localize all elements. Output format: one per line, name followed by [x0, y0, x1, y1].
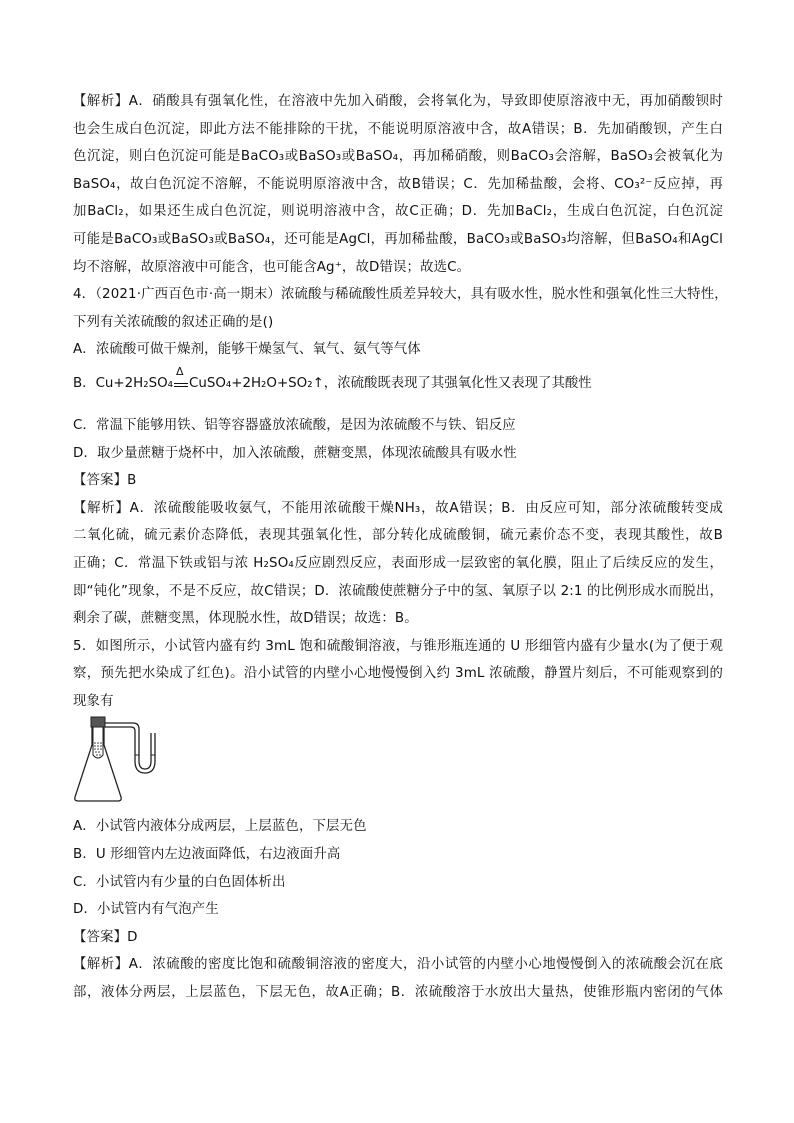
analysis-line: 正确；C．常温下铁或铝与浓 H₂SO₄反应剧烈反应，表面形成一层致密的氧化膜，阻止了后续反应的发生，	[73, 555, 723, 571]
text-line: 色沉淀，则白色沉淀可能是BaCO₃或BaSO₃或BaSO₄，再加稀硝酸，则BaCO₃会溶解，BaSO₃会被氧化为	[73, 149, 723, 165]
text-line: 可能是BaCO₃或BaSO₃或BaSO₄，还可能是AgCl，再加稀盐酸，BaCO₃或BaSO₃均溶解，但BaSO₄和AgCl	[73, 231, 723, 247]
text-line: 均不溶解，故原溶液中可能含，也可能含Ag⁺，故D错误；故选C。	[73, 259, 471, 275]
delta-symbol: Δ	[176, 364, 184, 378]
answer-label: 【答案】B	[73, 473, 137, 489]
question-stem-line: 察，预先把水染成了红色)。沿小试管的内壁小心地慢慢倒入约 3mL 浓硫酸，静置片刻后，不可能观察到的	[73, 666, 723, 682]
option-a: A．浓硫酸可做干燥剂，能够干燥氢气、氧气、氨气等气体	[73, 342, 421, 358]
apparatus-figure	[73, 715, 723, 813]
text-line: BaSO₄，故白色沉淀不溶解，不能说明原溶液中含，故B错误；C．先加稀盐酸，会将、CO₃²⁻反应掉，再	[73, 176, 723, 192]
option-d: D．取少量蔗糖于烧杯中，加入浓硫酸，蔗糖变黑，体现浓硫酸具有吸水性	[73, 445, 517, 461]
option-b-prefix: B．	[73, 375, 96, 391]
option-c: C．小试管内有少量的白色固体析出	[73, 874, 286, 890]
analysis-line: 【解析】A．浓硫酸能吸收氨气，不能用浓硫酸干燥NH₃，故A错误；B．由反应可知，部分浓硫酸转变成	[73, 500, 723, 516]
question-stem-line: 5．如图所示，小试管内盛有约 3mL 饱和硫酸铜溶液，与锥形瓶连通的 U 形细管内盛有少量水(为了便于观	[73, 638, 723, 654]
option-d: D．小试管内有气泡产生	[73, 902, 219, 918]
analysis-line: 部，液体分两层，上层蓝色，下层无色，故A正确；B．浓硫酸溶于水放出大量热，使锥形瓶内密闭的气体	[73, 985, 723, 1001]
question-stem-line: 下列有关浓硫酸的叙述正确的是()	[73, 314, 274, 330]
option-a: A．小试管内液体分成两层，上层蓝色，下层无色	[73, 819, 367, 835]
equation-lhs: Cu+2H₂SO₄	[95, 375, 173, 391]
analysis-line: 即“钝化”现象，不是不反应，故C错误；D．浓硫酸使蔗糖分子中的氢、氧原子以 2:1 的比例形成水而脱出，	[73, 583, 723, 599]
text-line: 也会生成白色沉淀，即此方法不能排除的干扰，不能说明原溶液中含，故A错误；B．先加硝酸钡，产生白	[73, 121, 723, 137]
question-5	[73, 633, 723, 1007]
stopper-shape	[91, 717, 105, 727]
question-stem-line: 现象有	[73, 693, 114, 709]
answer-label: 【答案】D	[73, 929, 138, 945]
question-4	[73, 281, 728, 633]
question-stem-line: 4．（2021·广西百色市·高一期末）浓硫酸与稀硫酸性质差异较大，具有吸水性，脱水性和强氧化性三大特性，	[73, 287, 728, 303]
u-tube-shape	[105, 723, 151, 769]
option-c: C．常温下能够用铁、铝等容器盛放浓硫酸，是因为浓硫酸不与铁、铝反应	[73, 417, 516, 433]
text-line: 加BaCl₂，如果还生成白色沉淀，则说明溶液中含，故C正确；D．先加BaCl₂，生成白色沉淀，白色沉淀	[73, 204, 723, 220]
equation-rhs: CuSO₄+2H₂O+SO₂↑，浓硫酸既表现了其强氧化性又表现了其酸性	[189, 375, 592, 391]
delta-arrow	[173, 364, 189, 404]
option-b	[73, 364, 723, 404]
test-tube-liquid	[94, 743, 102, 757]
option-b: B．U 形细管内左边液面降低，右边液面升高	[73, 847, 341, 863]
analysis-line: 【解析】A．浓硫酸的密度比饱和硫酸铜溶液的密度大，沿小试管的内壁小心地慢慢倒入的浓硫酸会沉在底	[73, 957, 723, 973]
document-page	[73, 88, 728, 1007]
flask-u-tube-diagram	[73, 715, 193, 813]
q3-analysis	[73, 88, 723, 281]
text-line: 【解析】A．硝酸具有强氧化性，在溶液中先加入硝酸，会将氧化为，导致即使原溶液中无，再加硝酸钡时	[73, 94, 723, 109]
flask-shape	[75, 727, 121, 801]
analysis-line: 剩余了碳，蔗糖变黑，体现脱水性，故D错误；故选：B。	[73, 611, 418, 627]
analysis-line: 二氧化硫，硫元素价态降低，表现其强氧化性，部分转化成硫酸铜，硫元素价态不变，表现其酸性，故B	[73, 528, 723, 544]
